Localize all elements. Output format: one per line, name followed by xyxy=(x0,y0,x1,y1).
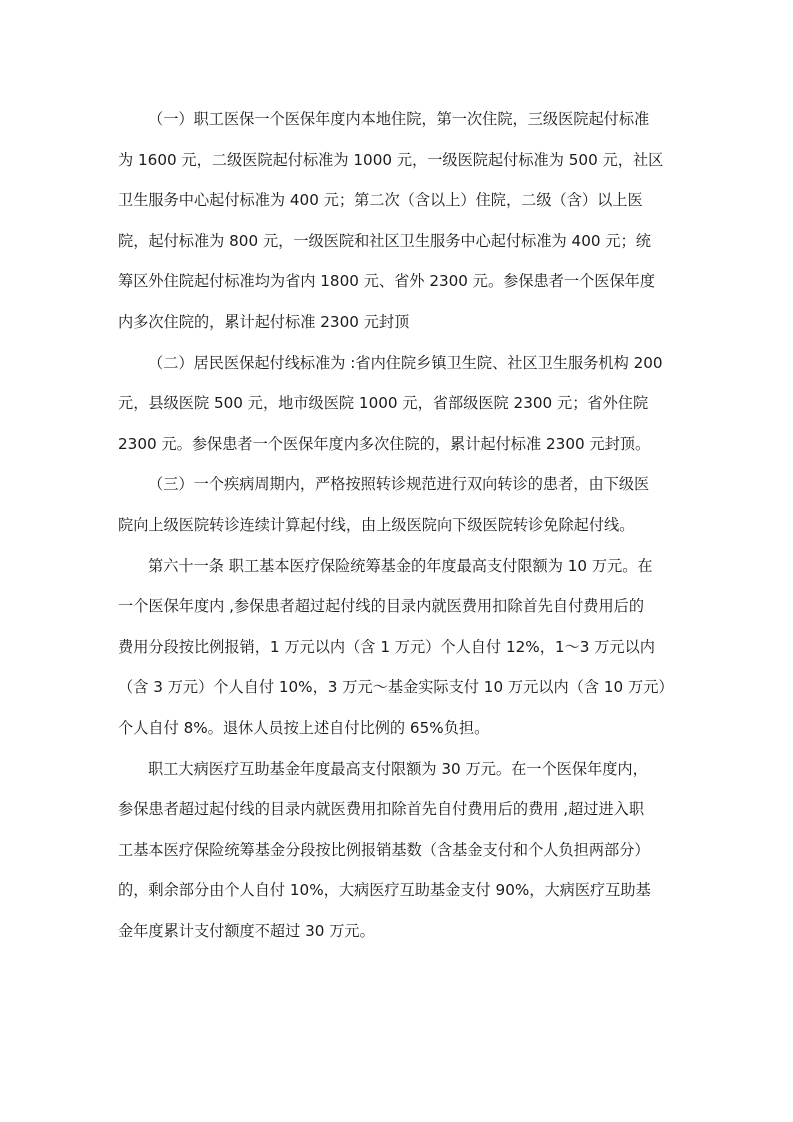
text-line: 工基本医疗保险统筹基金分段按比例报销基数（含基金支付和个人负担两部分） xyxy=(118,840,650,859)
paragraph-3 xyxy=(118,469,678,550)
text-line: （含 3 万元）个人自付 10%，3 万元～基金实际支付 10 万元以内（含 10 万元） xyxy=(118,678,674,697)
text-line: 参保患者超过起付线的目录内就医费用扣除首先自付费用后的费用 ,超过进入职 xyxy=(118,800,645,819)
text-line: 元，县级医院 500 元，地市级医院 1000 元，省部级医院 2300 元；省外住院 xyxy=(118,394,649,413)
paragraph-1 xyxy=(118,104,678,348)
text-line: 卫生服务中心起付标准为 400 元；第二次（含以上）住院，二级（含）以上医 xyxy=(118,191,643,210)
text-line: 院向上级医院转诊连续计算起付线，由上级医院向下级医院转诊免除起付线。 xyxy=(118,515,635,534)
text-line: 2300 元。参保患者一个医保年度内多次住院的，累计起付标准 2300 元封顶。 xyxy=(118,434,651,453)
text-line: 费用分段按比例报销，1 万元以内（含 1 万元）个人自付 12%，1～3 万元以内 xyxy=(118,637,655,656)
text-line: （三）一个疾病周期内，严格按照转诊规范进行双向转诊的患者，由下级医 xyxy=(148,475,650,494)
text-line: 金年度累计支付额度不超过 30 万元。 xyxy=(118,921,375,940)
text-line: 第六十一条 职工基本医疗保险统筹基金的年度最高支付限额为 10 万元。在 xyxy=(148,556,653,575)
text-line: 筹区外住院起付标准均为省内 1800 元、省外 2300 元。参保患者一个医保年度 xyxy=(118,272,656,291)
text-line: 院，起付标准为 800 元，一级医院和社区卫生服务中心起付标准为 400 元；统 xyxy=(118,231,651,250)
paragraph-2 xyxy=(118,348,678,470)
text-line: 内多次住院的，累计起付标准 2300 元封顶 xyxy=(118,312,410,331)
paragraph-4 xyxy=(118,551,678,754)
text-line: 一个医保年度内 ,参保患者超过起付线的目录内就医费用扣除首先自付费用后的 xyxy=(118,597,645,616)
text-line: （一）职工医保一个医保年度内本地住院，第一次住院，三级医院起付标准 xyxy=(148,110,650,128)
text-line: 的，剩余部分由个人自付 10%，大病医疗互助基金支付 90%，大病医疗互助基 xyxy=(118,881,651,900)
paragraph-5 xyxy=(118,754,678,957)
document-page xyxy=(118,104,678,956)
text-line: （二）居民医保起付线标准为 :省内住院乡镇卫生院、社区卫生服务机构 200 xyxy=(148,353,663,372)
text-line: 职工大病医疗互助基金年度最高支付限额为 30 万元。在一个医保年度内， xyxy=(148,759,648,778)
text-line: 个人自付 8%。退休人员按上述自付比例的 65%负担。 xyxy=(118,718,490,737)
text-line: 为 1600 元，二级医院起付标准为 1000 元，一级医院起付标准为 500 元，社区 xyxy=(118,150,664,169)
